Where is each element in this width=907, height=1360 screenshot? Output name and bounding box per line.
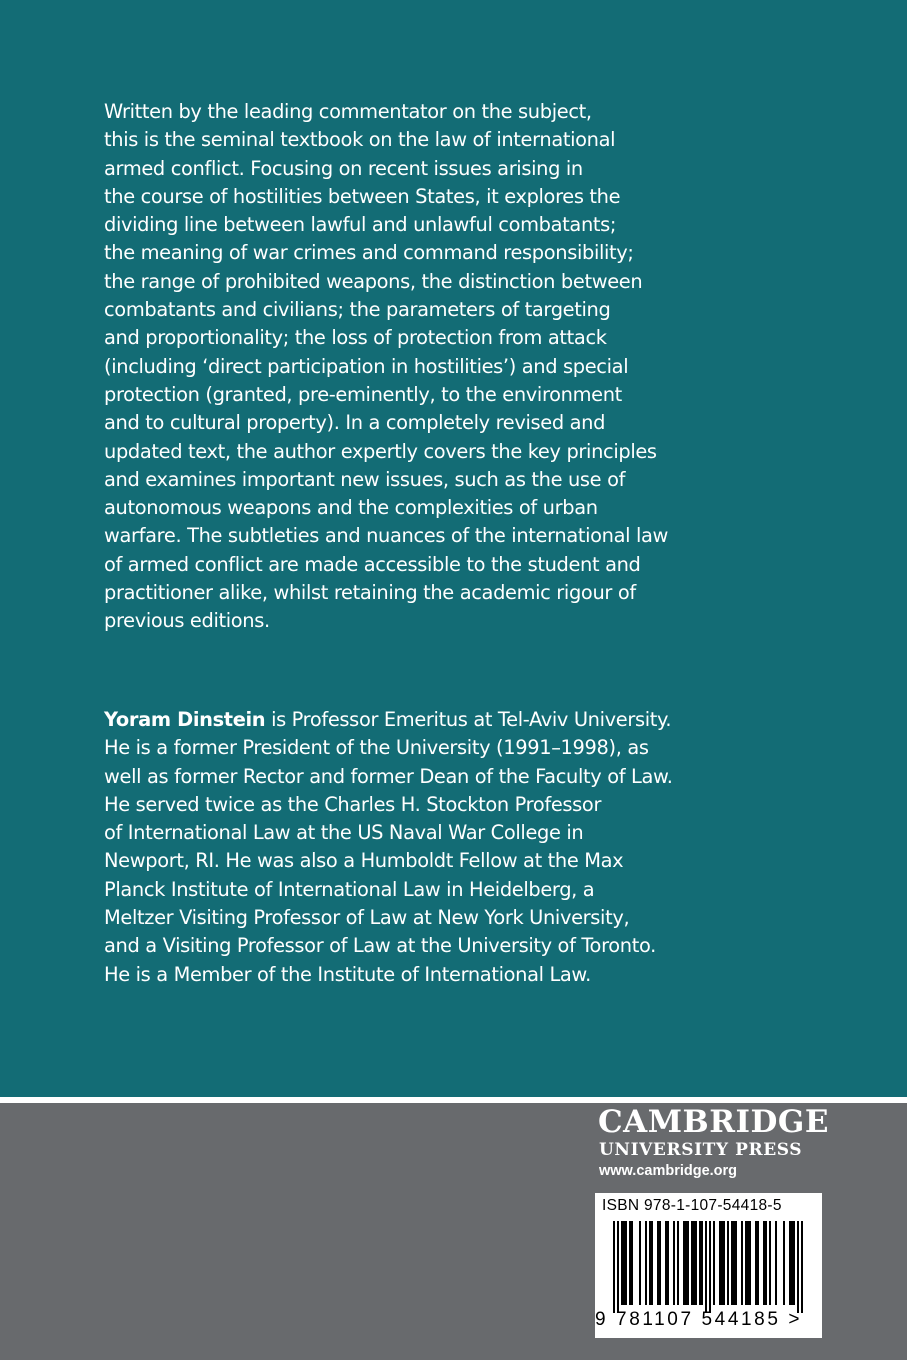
barcode-bar: [735, 1221, 737, 1305]
barcode-bar: [797, 1221, 799, 1313]
description-line: warfare. The subtleties and nuances of the international law: [104, 524, 669, 548]
barcode-digits: 9 781107 544185 >: [595, 1309, 803, 1330]
barcode-bar: [691, 1221, 693, 1305]
description-line: of armed conflict are made accessible to the student and: [104, 552, 641, 576]
barcode-bar: [693, 1221, 695, 1305]
description-line: updated text, the author expertly covers the key principles: [104, 439, 657, 463]
barcode-bar: [769, 1221, 771, 1305]
barcode-bar: [731, 1221, 733, 1305]
author-biography: [104, 706, 684, 989]
bio-line: of International Law at the US Naval War College in: [104, 821, 584, 845]
barcode-bar: [659, 1221, 661, 1305]
bio-line: Planck Institute of International Law in Heidelberg, a: [104, 877, 595, 901]
barcode-bar: [783, 1221, 785, 1305]
publisher-url: www.cambridge.org: [599, 1163, 738, 1179]
description-line: autonomous weapons and the complexities of urban: [104, 496, 598, 520]
barcode-bar: [709, 1221, 711, 1313]
barcode-bar: [747, 1221, 749, 1305]
description-line: Written by the leading commentator on the subject,: [104, 100, 592, 123]
bio-line: Newport, RI. He was also a Humboldt Fellow at the Max: [104, 849, 624, 873]
description-line: practitioner alike, whilst retaining the academic rigour of: [104, 581, 636, 605]
barcode-bar: [765, 1221, 767, 1305]
description-line: protection (granted, pre-eminently, to the environment: [104, 382, 622, 406]
description-line: armed conflict. Focusing on recent issues arising in: [104, 156, 583, 180]
description-line: and examines important new issues, such as the use of: [104, 467, 626, 491]
barcode-bar: [695, 1221, 697, 1305]
bio-line: and a Visiting Professor of Law at the University of Toronto.: [104, 934, 656, 958]
barcode-bar: [713, 1221, 715, 1305]
barcode-bar: [801, 1221, 803, 1313]
bio-first-line-text: is Professor Emeritus at Tel-Aviv University.: [265, 708, 672, 731]
book-description: [104, 98, 669, 636]
description-line: previous editions.: [104, 609, 270, 633]
barcode-bar: [733, 1221, 735, 1305]
barcode-bar: [657, 1221, 659, 1305]
barcode-bar: [613, 1221, 615, 1313]
description-line: and proportionality; the loss of protection from attack: [104, 326, 607, 350]
barcode-bar: [683, 1221, 685, 1305]
barcode-bars: [599, 1221, 818, 1313]
barcode-bar: [623, 1221, 625, 1305]
barcode-bar: [673, 1221, 675, 1305]
publisher-name: CAMBRIDGE: [598, 1104, 829, 1140]
description-line: and to cultural property). In a completely revised and: [104, 411, 606, 435]
bio-line: He is a former President of the University (1991–1998), as: [104, 736, 649, 760]
barcode-bar: [721, 1221, 723, 1305]
barcode-bar: [617, 1221, 619, 1313]
barcode-bar: [749, 1221, 751, 1305]
bio-line: He is a Member of the Institute of International Law.: [104, 962, 591, 986]
barcode-bar: [685, 1221, 687, 1305]
barcode-bar: [649, 1221, 651, 1305]
barcode-bar: [699, 1221, 701, 1305]
bio-first-line: [104, 706, 684, 734]
barcode-bar: [639, 1221, 641, 1305]
barcode-bar: [625, 1221, 627, 1305]
barcode-bar: [789, 1221, 791, 1305]
description-line: (including ‘direct participation in hostilities’) and special: [104, 354, 629, 378]
barcode-bar: [755, 1221, 757, 1305]
barcode-bar: [687, 1221, 689, 1305]
description-line: this is the seminal textbook on the law of international: [104, 128, 616, 152]
barcode-bar: [741, 1221, 743, 1305]
barcode-bar: [667, 1221, 669, 1305]
author-name: Yoram Dinstein: [104, 708, 266, 731]
barcode-bar: [775, 1221, 777, 1305]
isbn-label: ISBN 978-1-107-54418-5: [602, 1197, 782, 1214]
publisher-subtitle: UNIVERSITY PRESS: [599, 1140, 803, 1160]
barcode-bar: [665, 1221, 667, 1305]
barcode-bar: [793, 1221, 795, 1305]
barcode: [595, 1193, 822, 1338]
description-line: the course of hostilities between States, it explores the: [104, 184, 621, 208]
barcode-bar: [763, 1221, 765, 1305]
barcode-bar: [757, 1221, 759, 1305]
description-line: the meaning of war crimes and command responsibility;: [104, 241, 634, 265]
bio-line: Meltzer Visiting Professor of Law at New York University,: [104, 906, 630, 930]
barcode-bar: [621, 1221, 623, 1305]
barcode-bar: [651, 1221, 653, 1305]
barcode-bar: [677, 1221, 679, 1305]
barcode-bar: [727, 1221, 729, 1305]
barcode-bar: [719, 1221, 721, 1305]
bio-line: He served twice as the Charles H. Stockton Professor: [104, 792, 602, 816]
barcode-bar: [705, 1221, 707, 1313]
barcode-bar: [645, 1221, 647, 1305]
barcode-bar: [791, 1221, 793, 1305]
barcode-bar: [631, 1221, 633, 1305]
barcode-bar: [745, 1221, 747, 1305]
description-line: dividing line between lawful and unlawful combatants;: [104, 213, 617, 237]
description-line: combatants and civilians; the parameters of targeting: [104, 298, 611, 322]
barcode-bar: [701, 1221, 703, 1305]
bio-line: well as former Rector and former Dean of the Faculty of Law.: [104, 764, 673, 788]
barcode-bar: [723, 1221, 725, 1305]
description-line: the range of prohibited weapons, the distinction between: [104, 269, 643, 293]
barcode-bar: [629, 1221, 631, 1305]
publisher-logo: [598, 1104, 829, 1182]
